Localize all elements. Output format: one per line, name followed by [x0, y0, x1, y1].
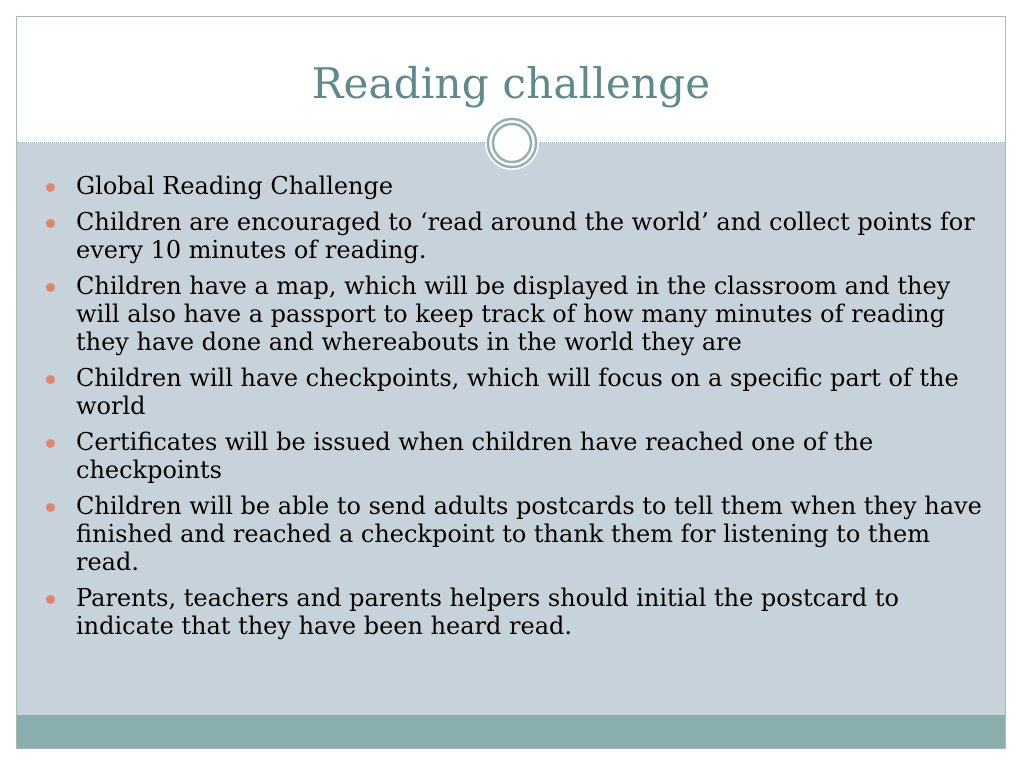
list-item	[40, 584, 990, 640]
footer-band	[17, 715, 1005, 748]
circle-ornament-icon	[483, 114, 541, 172]
list-item	[40, 208, 990, 264]
bullet-text: Children will have checkpoints, which will focus on a specific part of the world	[76, 364, 959, 420]
list-item	[40, 172, 990, 200]
bullet-text: Children will be able to send adults postcards to tell them when they have finished and reached a checkpoint to thank them for listening to them read.	[76, 492, 982, 576]
bullet-dot-icon	[46, 283, 55, 292]
bullet-dot-icon	[46, 503, 55, 512]
bullet-dot-icon	[46, 219, 55, 228]
bullet-text: Children have a map, which will be displayed in the classroom and they will also have a passport to keep track of how many minutes of reading they have done and whereabouts in the world they are	[76, 272, 951, 356]
slide-title: Reading challenge	[311, 59, 711, 108]
bullet-text: Global Reading Challenge	[76, 172, 394, 200]
list-item	[40, 428, 990, 484]
bullet-text: Parents, teachers and parents helpers should initial the postcard to indicate that they have been heard read.	[76, 584, 899, 640]
bullet-dot-icon	[46, 183, 55, 192]
bullet-text: Children are encouraged to ‘read around the world’ and collect points for every 10 minutes of reading.	[76, 208, 975, 264]
list-item	[40, 272, 990, 356]
bullet-list	[40, 172, 990, 648]
bullet-dot-icon	[46, 439, 55, 448]
bullet-text: Certificates will be issued when children have reached one of the checkpoints	[76, 428, 874, 484]
bullet-dot-icon	[46, 595, 55, 604]
bullet-dot-icon	[46, 375, 55, 384]
list-item	[40, 364, 990, 420]
list-item	[40, 492, 990, 576]
